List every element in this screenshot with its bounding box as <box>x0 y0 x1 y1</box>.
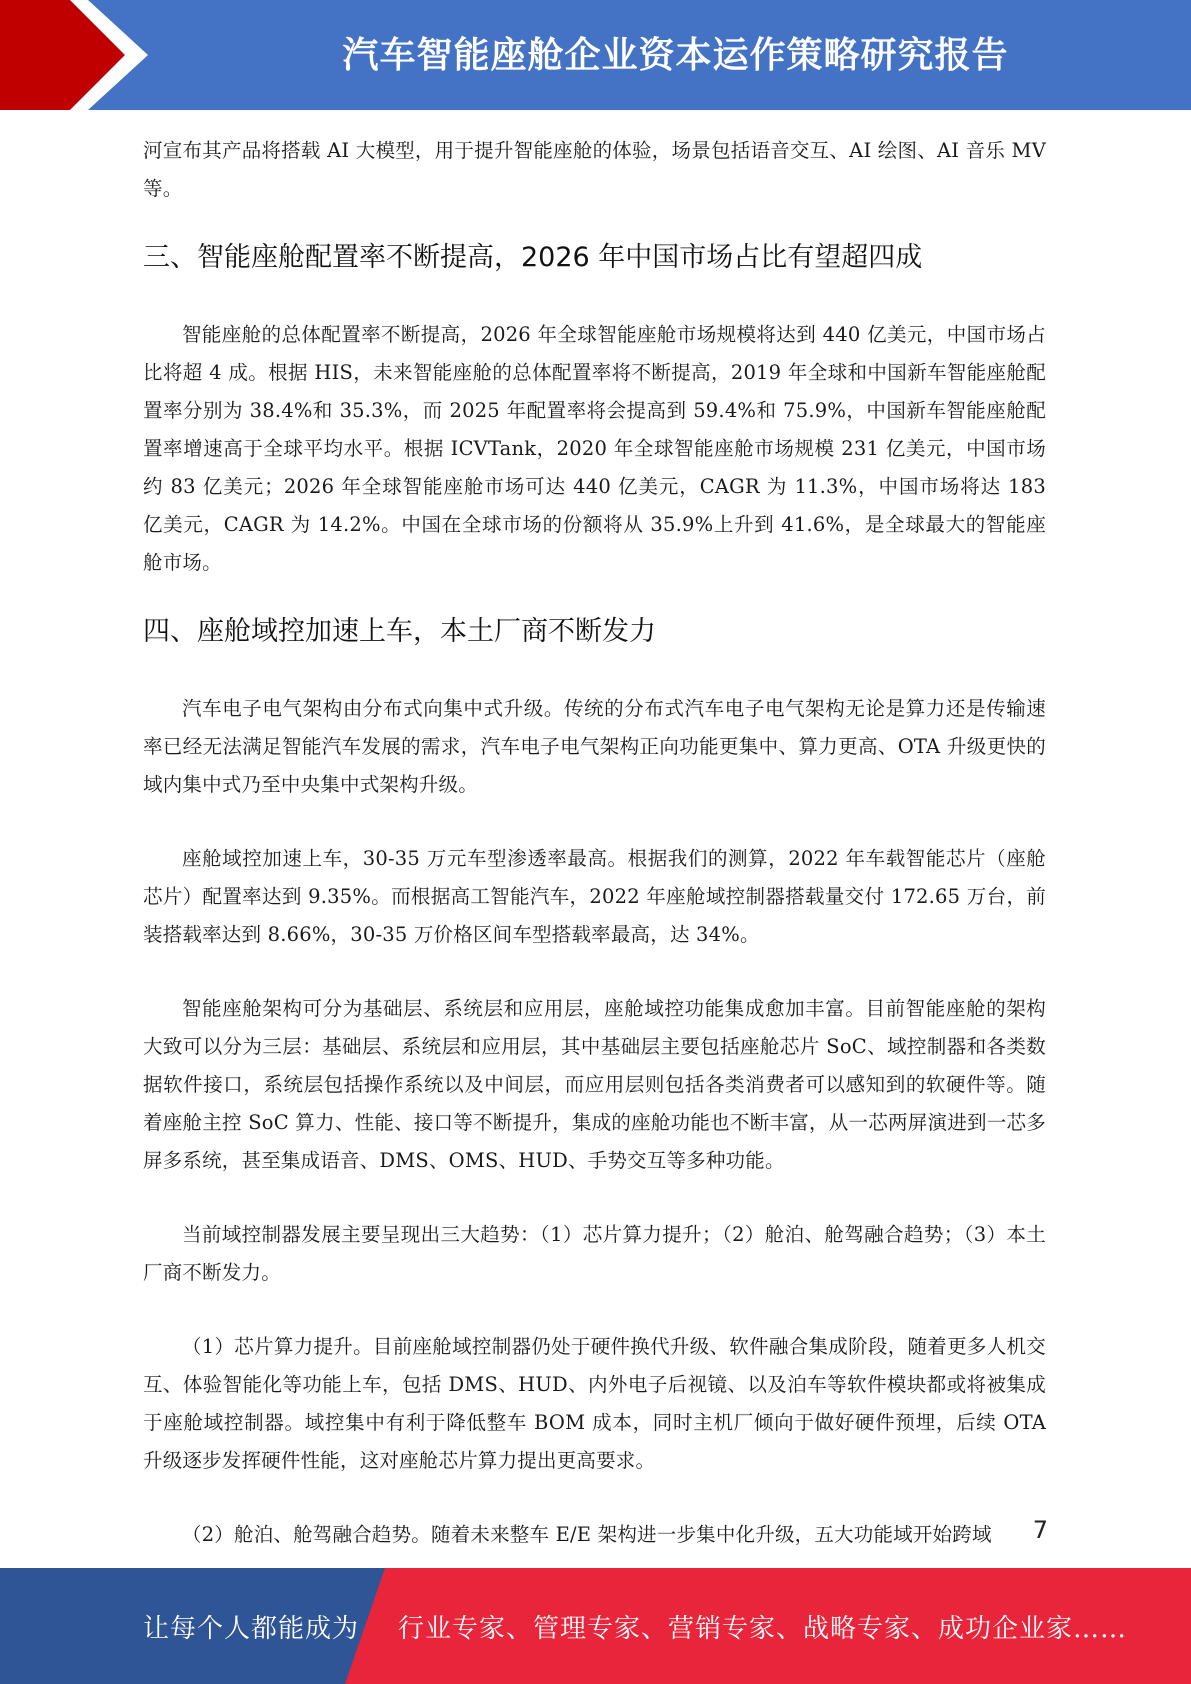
page-header <box>0 0 1191 110</box>
section-heading-4: 四、座舱域控加速上车，本土厂商不断发力 <box>143 616 656 647</box>
paragraph-three-trends: 当前域控制器发展主要呈现出三大趋势：（1）芯片算力提升；（2）舱泊、舱驾融合趋势；（3）本土厂商不断发力。 <box>143 1223 1046 1284</box>
report-title: 汽车智能座舱企业资本运作策略研究报告 <box>342 34 1009 76</box>
paragraph-configuration-rate: 智能座舱的总体配置率不断提高，2026 年全球智能座舱市场规模将达到 440 亿美元，中国市场占比将超 4 成。根据 HIS，未来智能座舱的总体配置率将不断提高，2019 年全球和中国新车智能座舱配置率分别为 38.4%和 35.3%，而 2025 年配置率将会提高到 59.4%和 75.9%，中国新车智能座舱配置率增速高于全球平均水平。根据 ICVTank，2020 年全球智能座舱市场规模 231 亿美元，中国市场约 83 亿美元；2026 年全球智能座舱市场可达 440 亿美元，CAGR 为 11.3%，中国市场将达 183 亿美元，CAGR 为 14.2%。中国在全球市场的份额将从 35.9%上升到 41.6%，是全球最大的智能座舱市场。 <box>143 323 1047 574</box>
paragraph-domain-controller-adoption: 座舱域控加速上车，30-35 万元车型渗透率最高。根据我们的测算，2022 年车载智能芯片（座舱芯片）配置率达到 9.35%。而根据高工智能汽车，2022 年座舱域控制器搭载量交付 172.65 万台，前装搭载率达到 8.66%，30-35 万价格区间车型搭载率最高，达 34%。 <box>143 847 1046 946</box>
page-number: 7 <box>1032 1516 1048 1544</box>
section-heading-3: 三、智能座舱配置率不断提高，2026 年中国市场占比有望超四成 <box>143 242 923 273</box>
paragraph-cabin-fusion: （2）舱泊、舱驾融合趋势。随着未来整车 E/E 架构进一步集中化升级，五大功能域开始跨域 <box>182 1523 992 1546</box>
page-footer <box>0 1568 1191 1684</box>
page-content <box>143 132 1046 1554</box>
paragraph-ee-architecture: 汽车电子电气架构由分布式向集中式升级。传统的分布式汽车电子电气架构无论是算力还是传输速率已经无法满足智能汽车发展的需求，汽车电子电气架构正向功能更集中、算力更高、OTA 升级更快的域内集中式乃至中央集中式架构升级。 <box>143 697 1046 796</box>
paragraph-intro-continued: 河宣布其产品将搭载 AI 大模型，用于提升智能座舱的体验，场景包括语音交互、AI 绘图、AI 音乐 MV 等。 <box>143 139 1046 200</box>
header-arrow-decoration <box>0 0 160 110</box>
paragraph-cockpit-architecture: 智能座舱架构可分为基础层、系统层和应用层，座舱域控功能集成愈加丰富。目前智能座舱的架构大致可以分为三层：基础层、系统层和应用层，其中基础层主要包括座舱芯片 SoC、域控制器和各类数据软件接口，系统层包括操作系统以及中间层，而应用层则包括各类消费者可以感知到的软硬件等。随着座舱主控 SoC 算力、性能、接口等不断提升，集成的座舱功能也不断丰富，从一芯两屏演进到一芯多屏多系统，甚至集成语音、DMS、OMS、HUD、手势交互等多种功能。 <box>143 997 1046 1172</box>
footer-slogan-right: 行业专家、管理专家、营销专家、战略专家、成功企业家…… <box>398 1613 1128 1644</box>
footer-slogan-left: 让每个人都能成为 <box>143 1613 360 1644</box>
paragraph-chip-compute: （1）芯片算力提升。目前座舱域控制器仍处于硬件换代升级、软件融合集成阶段，随着更多人机交互、体验智能化等功能上车，包括 DMS、HUD、内外电子后视镜、以及泊车等软件模块都或将被集成于座舱域控制器。域控集中有利于降低整车 BOM 成本，同时主机厂倾向于做好硬件预埋，后续 OTA 升级逐步发挥硬件性能，这对座舱芯片算力提出更高要求。 <box>143 1335 1046 1472</box>
